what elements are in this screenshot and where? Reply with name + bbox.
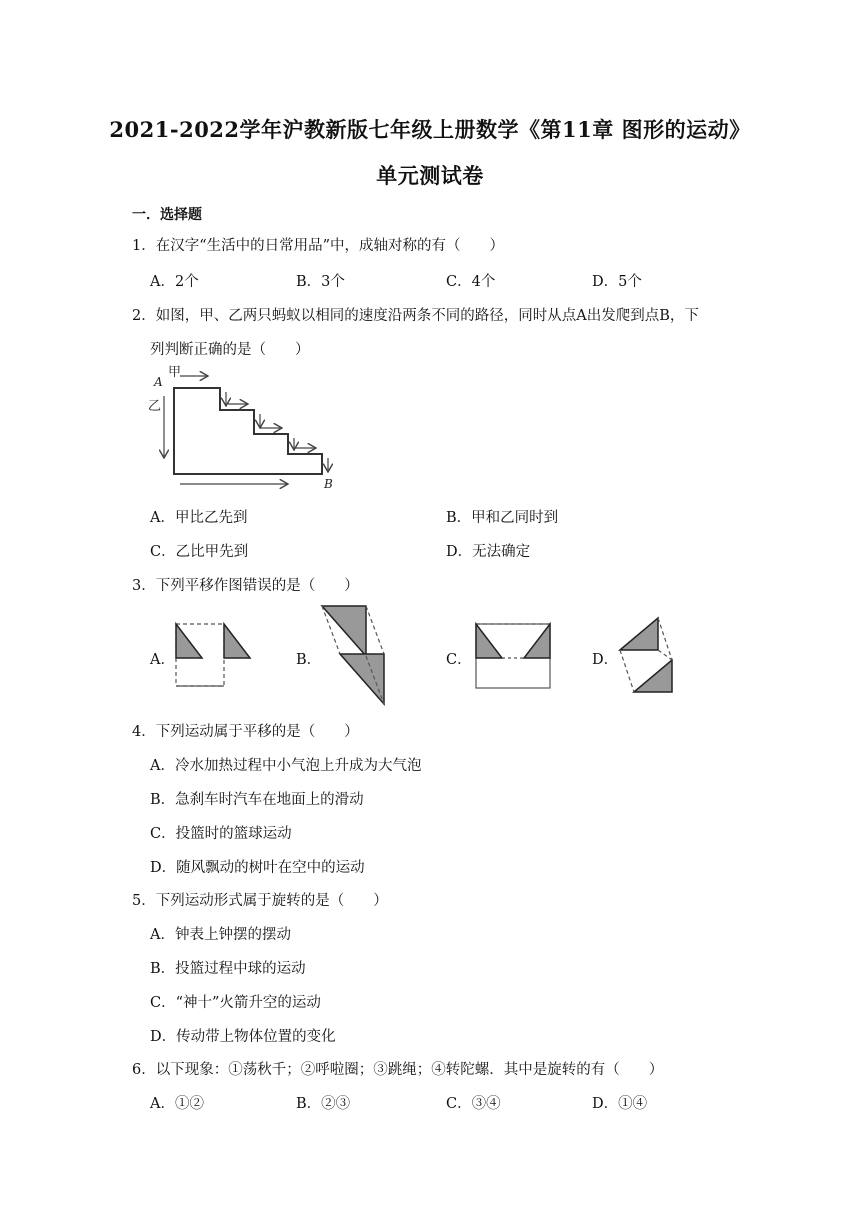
question-2-option-a: A．甲比乙先到	[150, 510, 248, 526]
question-4-option-d: D．随风飘动的树叶在空中的运动	[150, 860, 365, 876]
question-2-option-b: B．甲和乙同时到	[446, 510, 559, 526]
section-heading: 一．选择题	[132, 207, 202, 223]
question-1-option-d: D．5个	[592, 274, 642, 290]
question-3-option-a-label: A．	[150, 652, 175, 668]
question-6-option-d: D．①④	[592, 1096, 648, 1112]
option-d-figure	[614, 614, 678, 698]
question-2-stem-line-2: 列判断正确的是（ ）	[150, 342, 310, 358]
question-3-option-d-label: D．	[592, 652, 619, 668]
question-1-option-a: A．2个	[150, 274, 199, 290]
question-4-option-a: A．冷水加热过程中小气泡上升成为大气泡	[150, 758, 422, 774]
title-line-2: 单元测试卷	[376, 163, 484, 188]
question-6-option-c: C．③④	[446, 1096, 501, 1112]
label-point-a: A	[154, 375, 163, 389]
question-3-option-b-label: B．	[296, 652, 322, 668]
option-b-figure	[318, 604, 394, 708]
question-4-option-b: B．急刹车时汽车在地面上的滑动	[150, 792, 364, 808]
question-5-option-a: A．钟表上钟摆的摆动	[150, 927, 291, 943]
question-4-option-c: C．投篮时的篮球运动	[150, 826, 292, 842]
question-6-option-b: B．②③	[296, 1096, 351, 1112]
question-3-option-c-label: C．	[446, 652, 472, 668]
question-5-option-b: B．投篮过程中球的运动	[150, 961, 306, 977]
question-6-stem: 6．以下现象：①荡秋千；②呼啦圈；③跳绳；④转陀螺．其中是旋转的有（ ）	[132, 1062, 664, 1078]
question-5-stem: 5．下列运动形式属于旋转的是（ ）	[132, 893, 388, 909]
question-5-option-c: C．“神十”火箭升空的运动	[150, 995, 321, 1011]
option-c-figure	[470, 620, 556, 692]
question-1-option-b: B．3个	[296, 274, 345, 290]
question-4-stem: 4．下列运动属于平移的是（ ）	[132, 724, 359, 740]
question-2-option-c: C．乙比甲先到	[150, 544, 249, 560]
question-6-option-a: A．①②	[150, 1096, 204, 1112]
question-1-option-c: C．4个	[446, 274, 496, 290]
label-yi: 乙	[148, 399, 162, 414]
label-jia: 甲	[168, 365, 182, 380]
question-3-stem: 3．下列平移作图错误的是（ ）	[132, 578, 359, 594]
question-1-stem: 1．在汉字“生活中的日常用品”中，成轴对称的有（ ）	[132, 238, 505, 254]
question-2-stem-line-1: 2．如图，甲、乙两只蚂蚁以相同的速度沿两条不同的路径，同时从点A出发爬到点B，下	[132, 308, 699, 324]
option-a-figure	[170, 620, 254, 692]
question-2-option-d: D．无法确定	[446, 544, 531, 560]
label-point-b: B	[324, 477, 333, 491]
ant-path-figure	[146, 362, 346, 496]
question-5-option-d: D．传动带上物体位置的变化	[150, 1029, 336, 1045]
title-line-1: 2021-2022学年沪教新版七年级上册数学《第11章 图形的运动》	[109, 117, 751, 142]
